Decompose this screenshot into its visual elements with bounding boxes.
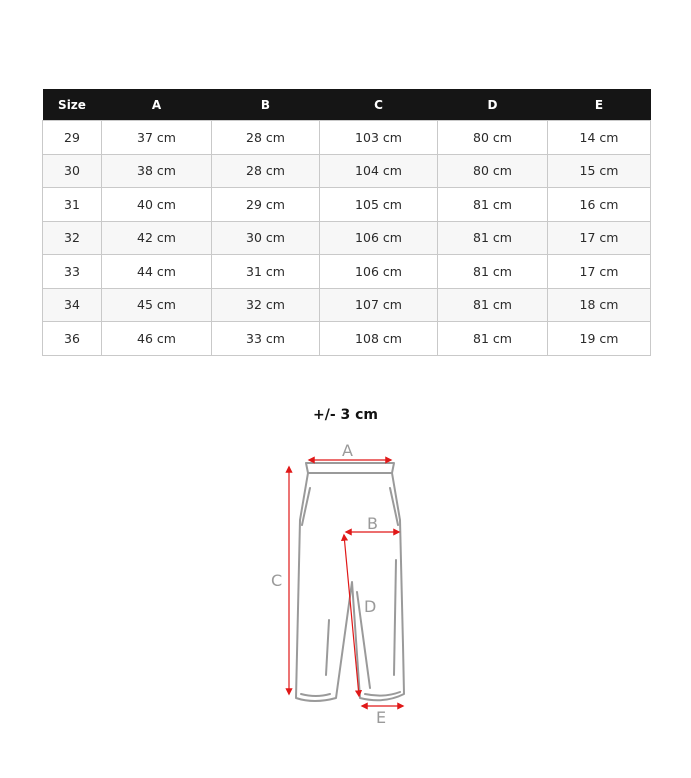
measurement-cell: 18 cm [548,288,651,322]
measurement-cell: 19 cm [548,322,651,356]
size-cell: 33 [43,255,102,289]
size-chart-table [42,89,651,356]
column-header-c: C [320,89,438,121]
column-header-e: E [548,89,651,121]
measurement-cell: 81 cm [438,188,548,222]
measurement-cell: 81 cm [438,255,548,289]
measurement-cell: 16 cm [548,188,651,222]
tolerance-note: +/- 3 cm [312,407,379,423]
measurement-cell: 80 cm [438,121,548,155]
pants-body [296,473,404,701]
measurement-cell: 105 cm [320,188,438,222]
table-row [43,255,651,289]
label-d: D [364,597,377,616]
right-hem [365,692,400,696]
measurement-cell: 15 cm [548,154,651,188]
waistband [306,463,394,473]
measurement-cell: 40 cm [102,188,212,222]
table-row [43,288,651,322]
table-row [43,188,651,222]
label-b: B [367,514,378,533]
label-a: A [342,441,353,460]
measurement-cell: 103 cm [320,121,438,155]
arrow-d [344,535,359,696]
table-header-row [43,89,651,121]
size-cell: 29 [43,121,102,155]
left-hem [301,694,330,696]
measurement-cell: 33 cm [212,322,320,356]
measurement-cell: 45 cm [102,288,212,322]
column-header-a: A [102,89,212,121]
table-row [43,221,651,255]
measurement-cell: 29 cm [212,188,320,222]
measurement-cell: 28 cm [212,121,320,155]
size-cell: 36 [43,322,102,356]
measurement-cell: 31 cm [212,255,320,289]
measurement-cell: 17 cm [548,221,651,255]
measurement-cell: 38 cm [102,154,212,188]
table-row [43,154,651,188]
measurement-cell: 106 cm [320,255,438,289]
measurement-cell: 17 cm [548,255,651,289]
left-crease [326,620,329,675]
column-header-b: B [212,89,320,121]
measurement-cell: 30 cm [212,221,320,255]
measurement-cell: 81 cm [438,288,548,322]
table-row [43,121,651,155]
column-header-size: Size [43,89,102,121]
size-cell: 30 [43,154,102,188]
measurement-cell: 81 cm [438,322,548,356]
measurement-cell: 46 cm [102,322,212,356]
measurement-cell: 44 cm [102,255,212,289]
size-cell: 31 [43,188,102,222]
table-row [43,322,651,356]
pants-measurement-diagram [262,440,432,730]
measurement-cell: 81 cm [438,221,548,255]
measurement-cell: 32 cm [212,288,320,322]
pants-outline [296,463,404,701]
measurement-cell: 106 cm [320,221,438,255]
measurement-cell: 37 cm [102,121,212,155]
measurement-cell: 42 cm [102,221,212,255]
measurement-cell: 80 cm [438,154,548,188]
column-header-d: D [438,89,548,121]
measurement-cell: 107 cm [320,288,438,322]
measurement-cell: 14 cm [548,121,651,155]
label-e: E [376,708,387,727]
measurement-cell: 28 cm [212,154,320,188]
measurement-arrows [289,460,403,706]
measurement-cell: 108 cm [320,322,438,356]
label-c: C [271,571,283,590]
right-crease [394,560,396,675]
measurement-cell: 104 cm [320,154,438,188]
size-cell: 34 [43,288,102,322]
size-cell: 32 [43,221,102,255]
